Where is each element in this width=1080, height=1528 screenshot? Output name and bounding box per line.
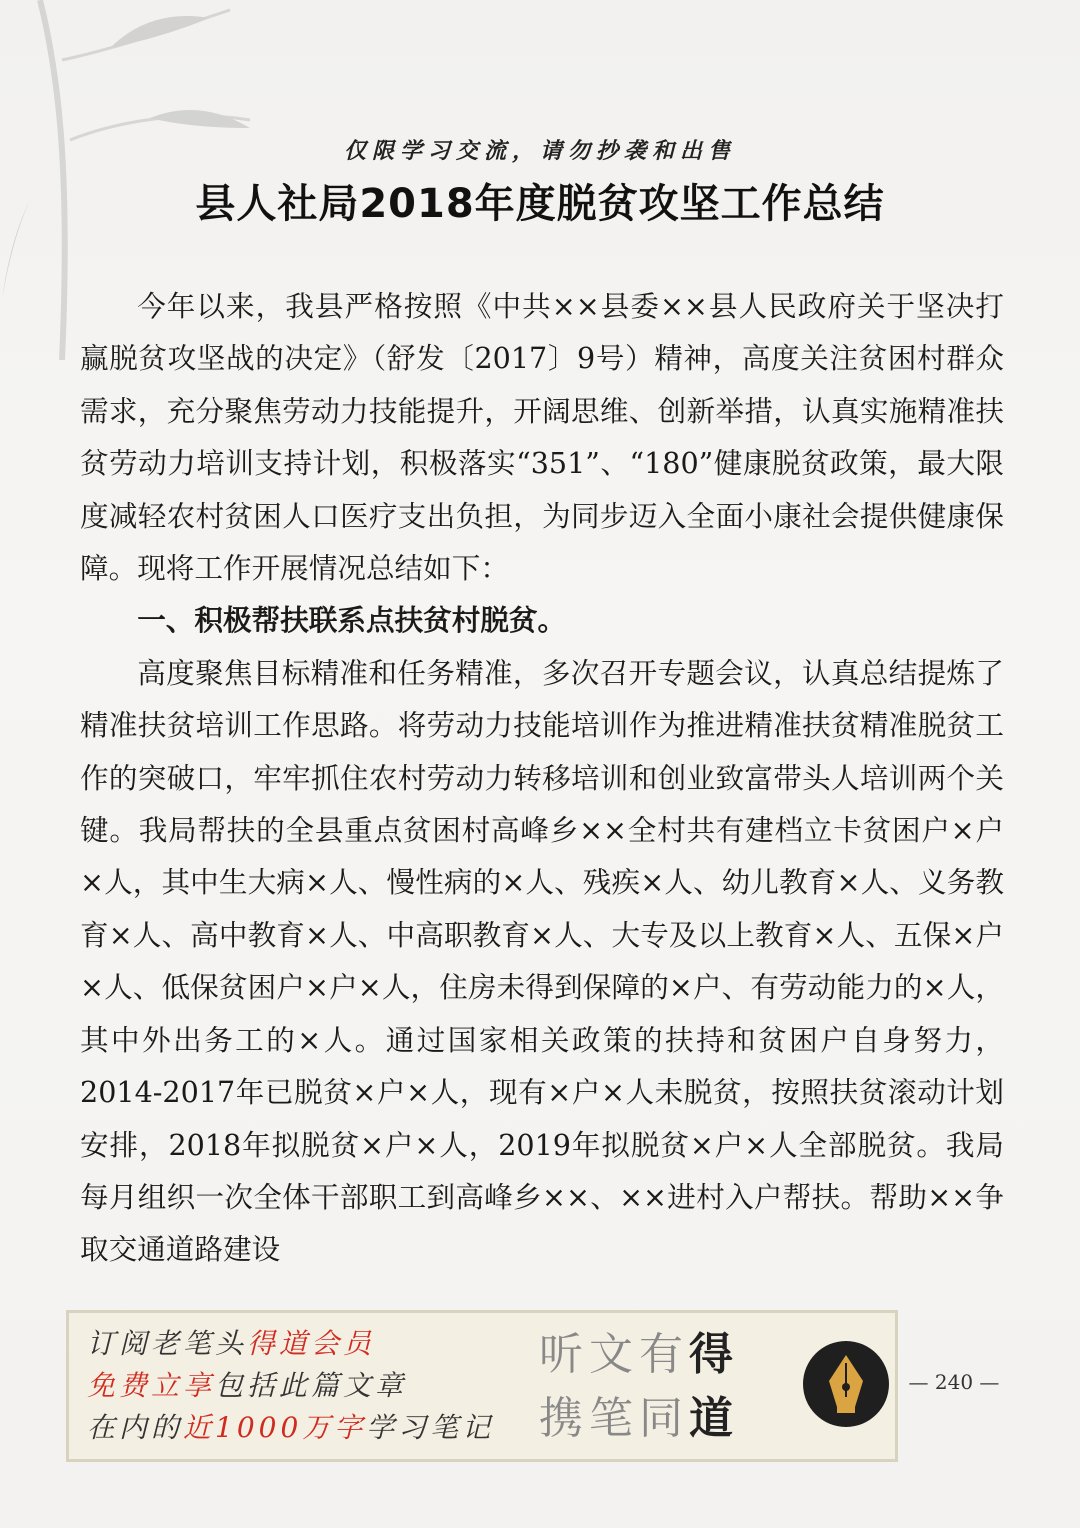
paragraph-section-1: 高度聚焦目标精准和任务精准，多次召开专题会议，认真总结提炼了精准扶贫培训工作思路。将劳动力技能培训作为推进精准扶贫精准脱贫工作的突破口，牢牢抓住农村劳动力转移培训和创业致富带头人培训两个关键。我局帮扶的全县重点贫困村高峰乡××全村共有建档立卡贫困户×户×人，其中生大病×人、慢性病的×人、残疾×人、幼儿教育×人、义务教育×人、高中教育×人、中高职教育×人、大专及以上教育×人、五保×户×人、低保贫困户×户×人，住房未得到保障的×户、有劳动能力的×人，其中外出务工的×人。通过国家相关政策的扶持和贫困户自身努力，2014-2017年已脱贫×户×人，现有×户×人未脱贫，按照扶贫滚动计划安排，2018年拟脱贫×户×人，2019年拟脱贫×户×人全部脱贫。我局每月组织一次全体干部职工到高峰乡××、××进村入户帮扶。帮助××争取交通道路建设 bbox=[80, 655, 1004, 1267]
banner-promo-text: 订阅老笔头得道会员 免费立享包括此篇文章 在内的近1000万字学习笔记 bbox=[87, 1327, 495, 1444]
subscription-banner[interactable] bbox=[66, 1310, 898, 1462]
document-body bbox=[80, 280, 1004, 1276]
paragraph-intro: 今年以来，我县严格按照《中共××县委××县人民政府关于坚决打赢脱贫攻坚战的决定》（舒发〔2017〕9号）精神，高度关注贫困村群众需求，充分聚焦劳动力技能提升，开阔思维、创新举措，认真实施精准扶贫劳动力培训支持计划，积极落实“351”、“180”健康脱贫政策，最大限度减轻农村贫困人口医疗支出负担，为同步迈入全面小康社会提供健康保障。现将工作开展情况总结如下： bbox=[80, 289, 1004, 586]
section-heading-1: 一、积极帮扶联系点扶贫村脱贫。 bbox=[137, 603, 567, 638]
banner-slogan: 听文有得 携笔同道 bbox=[539, 1329, 739, 1444]
fountain-pen-nib-icon bbox=[803, 1341, 889, 1427]
usage-notice: 仅限学习交流，请勿抄袭和出售 bbox=[343, 138, 736, 164]
document-title: 县人社局2018年度脱贫攻坚工作总结 bbox=[195, 181, 885, 227]
page-number: — 240 — bbox=[908, 1370, 1000, 1394]
